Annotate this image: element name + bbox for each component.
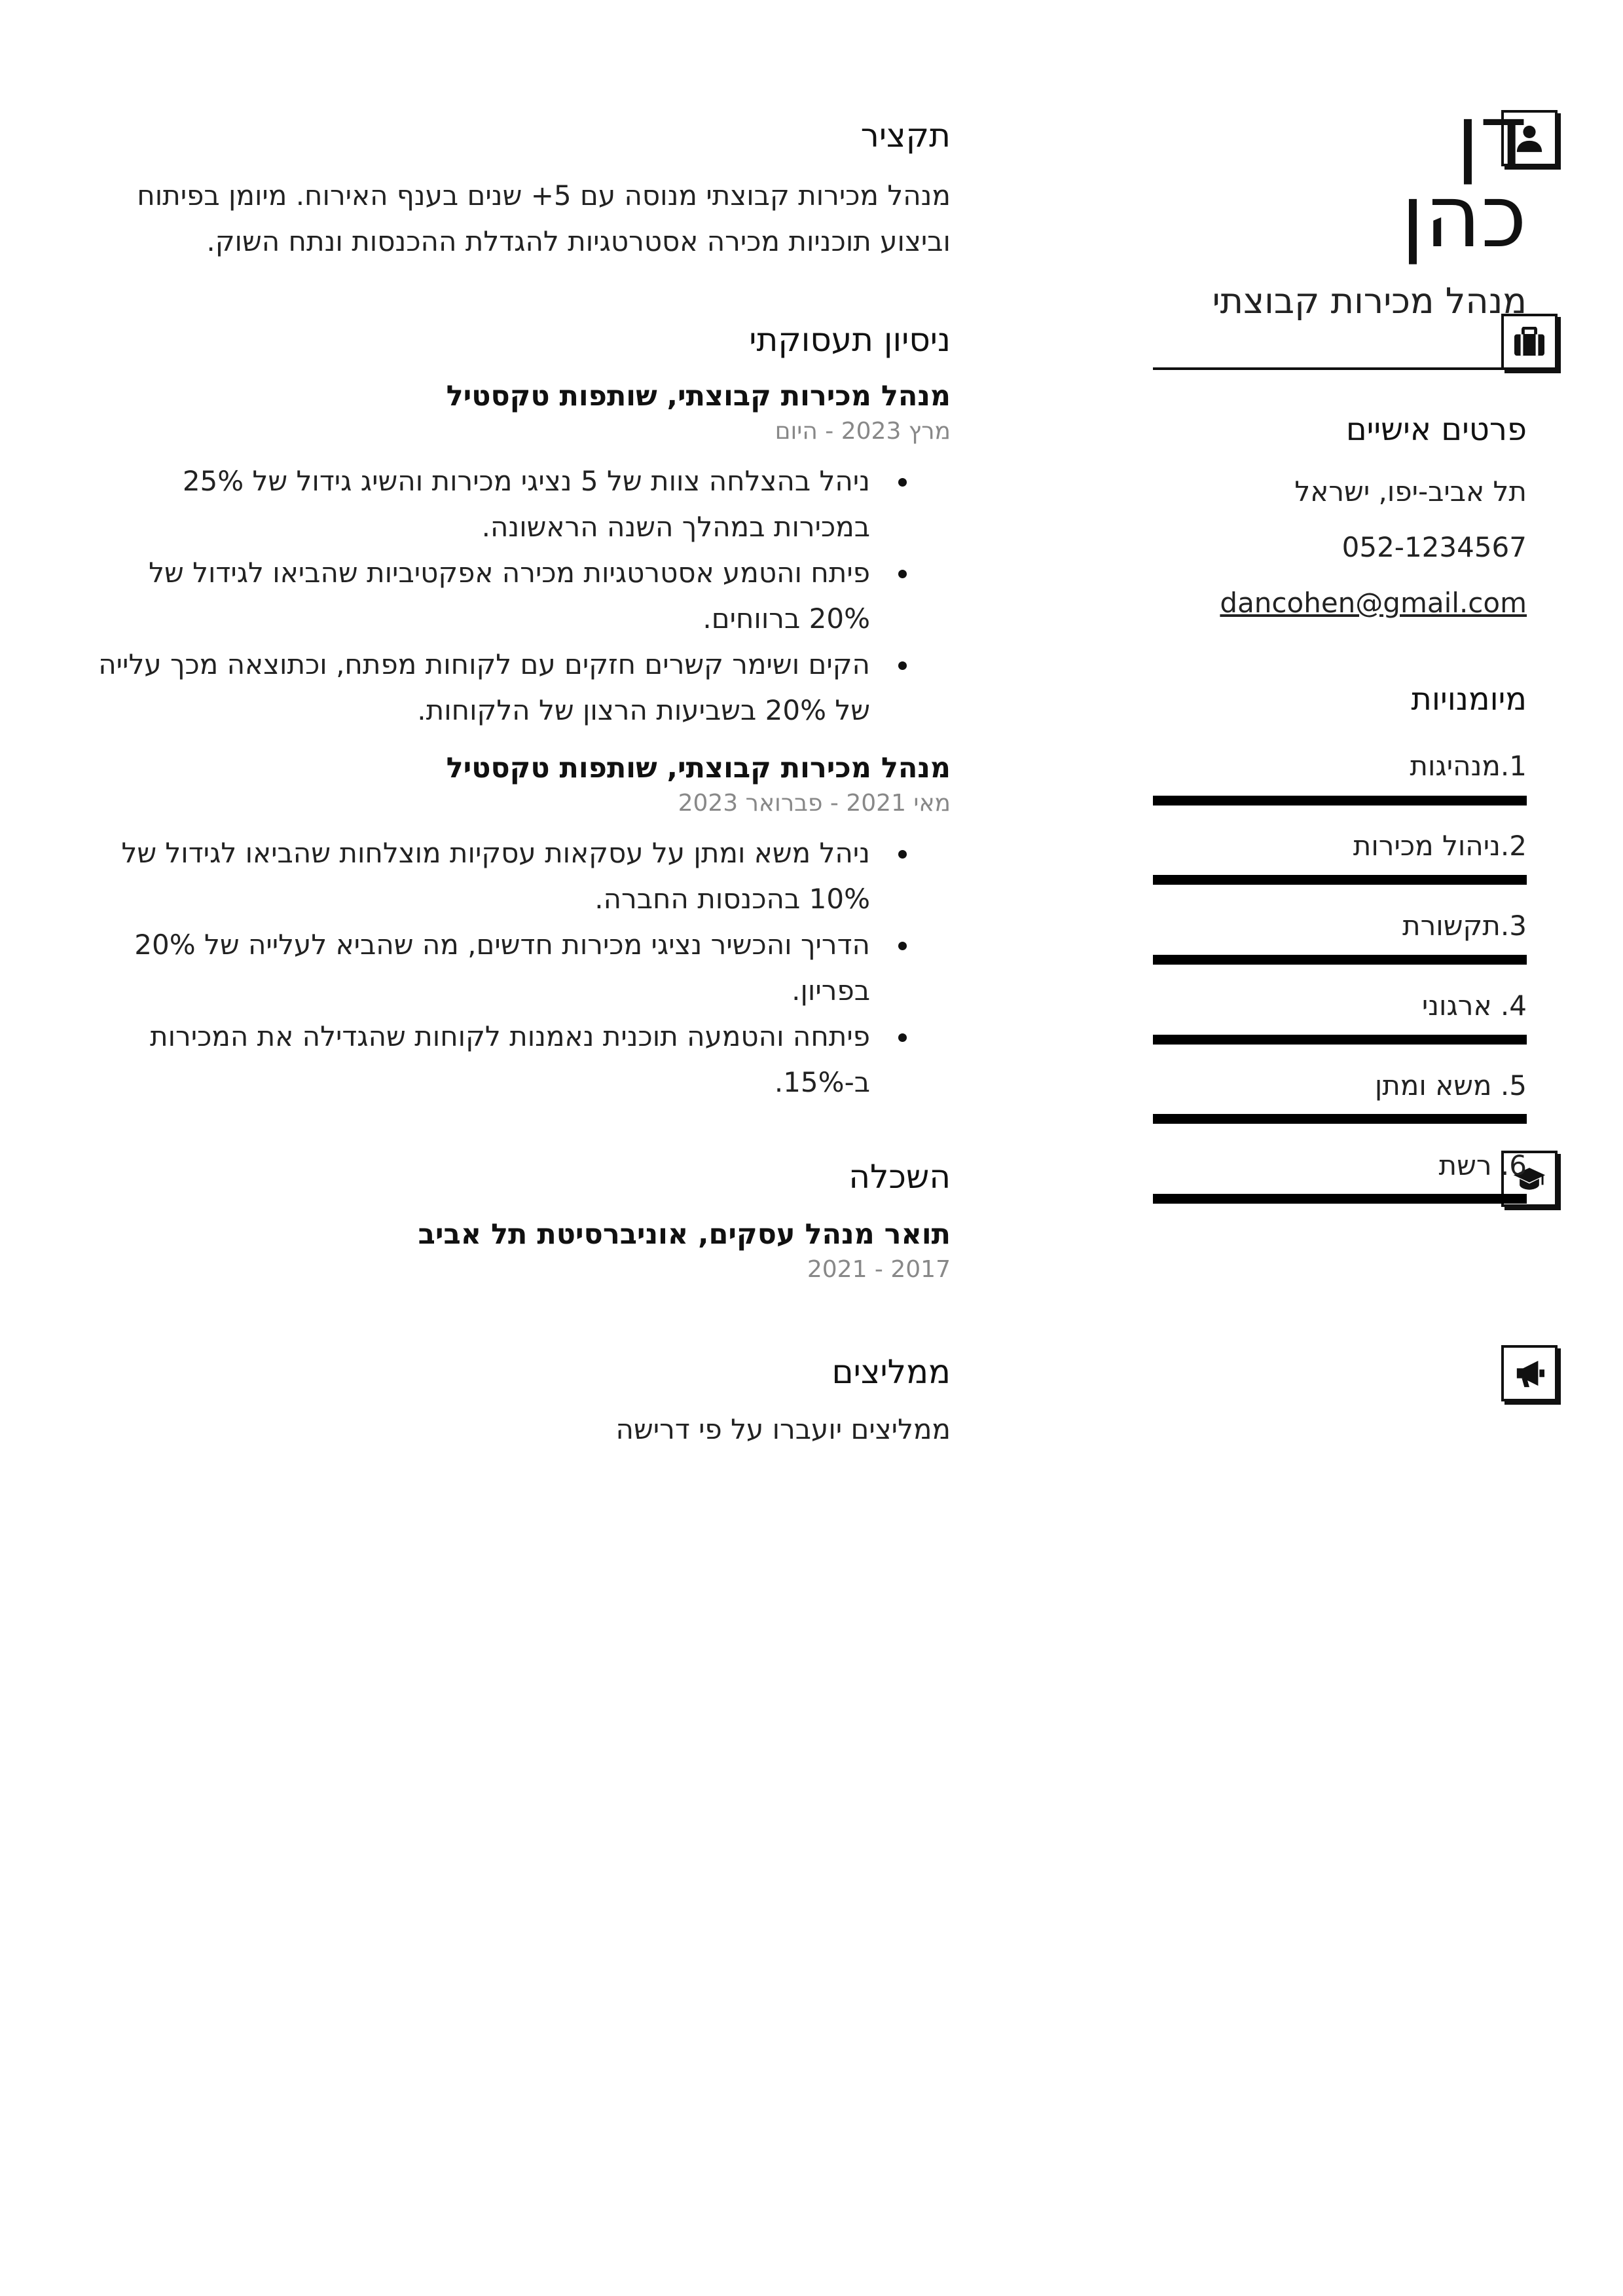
job-bullets [84, 458, 870, 733]
skill-level-bar [1153, 796, 1527, 805]
personal-heading: פרטים אישיים [1345, 411, 1527, 448]
megaphone-icon [1501, 1345, 1558, 1401]
bullet-item: ניהל בהצלחה צוות של 5 נציגי מכירות והשיג גידול של 25% במכירות במהלך השנה הראשונה. [84, 458, 870, 550]
skill-level-bar [1153, 1114, 1527, 1124]
degree: תואר מנהל עסקים, אוניברסיטת תל אביב [418, 1218, 951, 1251]
summary-text [0, 173, 951, 265]
summary-line: וביצוע תוכניות מכירה אסטרטגיות להגדלת ההכנסות ונתח השוק. [206, 225, 951, 257]
skill-label: 1.מנהיגות [1410, 750, 1527, 782]
bullet-item: פיתחה והטמעה תוכנית נאמנות לקוחות שהגדילה את המכירות ב-15%. [84, 1014, 870, 1105]
skill-label: 5. משא ומתן [1374, 1069, 1527, 1102]
last-name: כהן [1400, 166, 1527, 267]
education-heading: השכלה [848, 1158, 951, 1196]
bullet-item: פיתח והטמע אסטרטגיות מכירה אפקטיביות שהביאו לגידול של 20% ברווחים. [84, 550, 870, 642]
skill-label: 3.תקשורת [1402, 910, 1527, 942]
education-dates: 2017 - 2021 [807, 1256, 951, 1283]
skill-label: 4. ארגוני [1421, 990, 1527, 1022]
skill-label: 6. רשת [1438, 1149, 1527, 1181]
header-divider [1153, 367, 1527, 370]
first-name: דן [1455, 86, 1527, 187]
skills-heading: מיומנויות [1411, 681, 1527, 718]
references-text: ממליצים יועברו על פי דרישה [615, 1413, 951, 1445]
references-heading: ממליצים [831, 1353, 951, 1391]
email-link[interactable]: dancohen@gmail.com [1220, 587, 1527, 619]
job-bullets [84, 830, 870, 1105]
job-title: מנהל מכירות קבוצתי, שותפות טקסטיל [446, 752, 951, 785]
experience-heading: ניסיון תעסוקתי [749, 321, 951, 359]
summary-line: מנהל מכירות קבוצתי מנוסה עם 5+ שנים בענף האירוח. מיומן בפיתוח [137, 179, 951, 212]
location: תל אביב-יפו, ישראל [1294, 475, 1527, 508]
job-dates: מאי 2021 - פברואר 2023 [678, 790, 951, 817]
bullet-item: הקים ושימר קשרים חזקים עם לקוחות מפתח, וכתוצאה מכך עלייה של 20% בשביעות הרצון של הלקוחות. [84, 642, 870, 733]
bullet-item: הדריך והכשיר נציגי מכירות חדשים, מה שהביא לעלייה של 20% בפריון. [84, 922, 870, 1014]
summary-heading: תקציר [860, 117, 951, 155]
phone: 052-1234567 [1341, 531, 1527, 563]
job-title: מנהל מכירות קבוצתי [1212, 280, 1527, 322]
job-dates: מרץ 2023 - היום [775, 418, 951, 445]
bullet-item: ניהל משא ומתן על עסקאות עסקיות מוצלחות שהביאו לגידול של 10% בהכנסות החברה. [84, 830, 870, 922]
skill-level-bar [1153, 1194, 1527, 1204]
skill-level-bar [1153, 955, 1527, 965]
skill-label: 2.ניהול מכירות [1353, 830, 1527, 862]
job-title: מנהל מכירות קבוצתי, שותפות טקסטיל [446, 380, 951, 413]
skill-level-bar [1153, 875, 1527, 885]
briefcase-icon [1501, 314, 1558, 370]
skill-level-bar [1153, 1035, 1527, 1045]
